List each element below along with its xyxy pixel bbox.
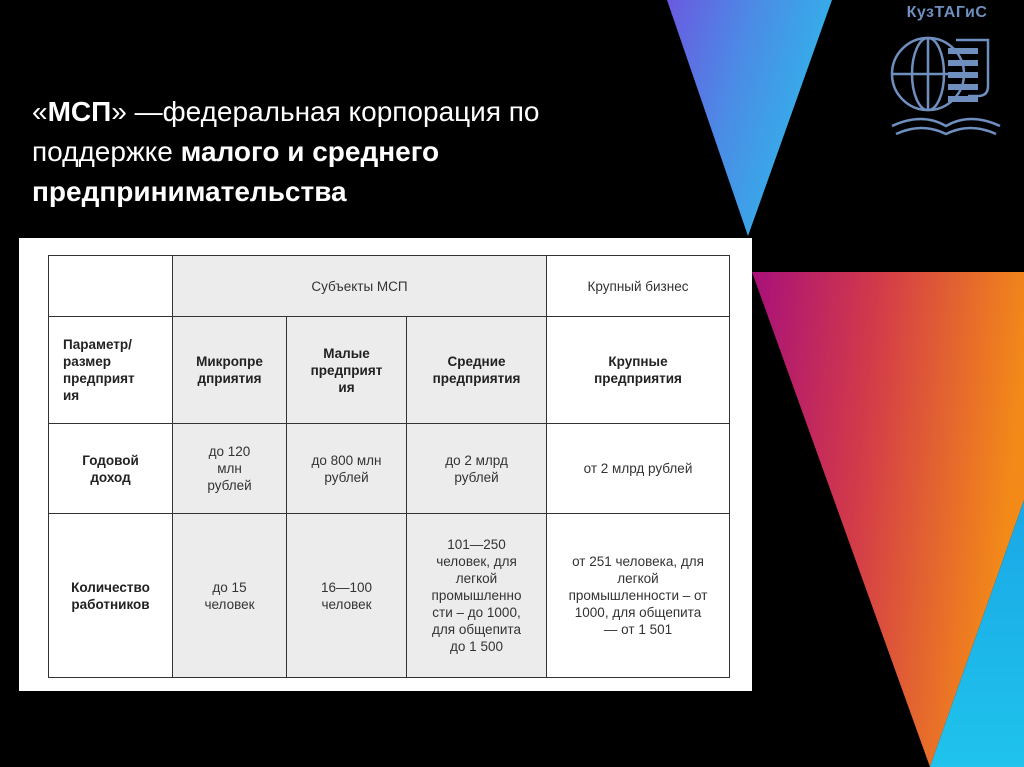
table-corner-cell <box>49 256 173 317</box>
title-bold-business: малого и среднего предпринимательства <box>32 136 440 207</box>
table-cell: от 2 млрд рублей <box>547 424 730 514</box>
kuztagis-logo <box>882 4 1012 142</box>
table-cell: до 120 млн рублей <box>173 424 287 514</box>
table-cell: 101—250 человек, для легкой промышленно сти – до 1000, для общепита до 1 500 <box>407 514 547 678</box>
column-header-medium: Средние предприятия <box>407 317 547 424</box>
table-cell: до 15 человек <box>173 514 287 678</box>
title-part-1: « <box>32 96 48 127</box>
table-cell: от 251 человека, для легкой промышленности – от 1000, для общепита — от 1 501 <box>547 514 730 678</box>
logo-text: КузТАГиС <box>906 4 988 21</box>
title-bold-msp: МСП <box>47 96 112 127</box>
column-header-large: Крупные предприятия <box>547 317 730 424</box>
group-header-large: Крупный бизнес <box>547 256 730 317</box>
table-group-header-row <box>49 256 730 317</box>
table-cell: 16—100 человек <box>287 514 407 678</box>
row-label-income: Годовой доход <box>49 424 173 514</box>
logo-emblem-icon <box>882 26 1012 142</box>
table-row <box>49 514 730 678</box>
table-column-header-row <box>49 317 730 424</box>
table-panel <box>19 238 752 691</box>
blue-triangle-shape <box>667 0 832 236</box>
group-header-msp: Субъекты МСП <box>173 256 547 317</box>
table-cell: до 2 млрд рублей <box>407 424 547 514</box>
title-part-2: » —федеральная корпорация по поддержке <box>32 96 540 167</box>
param-header-cell: Параметр/ размер предприят ия <box>49 317 173 424</box>
column-header-micro: Микропре дприятия <box>173 317 287 424</box>
table-row <box>49 424 730 514</box>
table-cell: до 800 млн рублей <box>287 424 407 514</box>
msp-criteria-table <box>48 255 730 678</box>
row-label-employees: Количество работников <box>49 514 173 678</box>
column-header-small: Малые предприят ия <box>287 317 407 424</box>
slide-title <box>32 92 672 212</box>
